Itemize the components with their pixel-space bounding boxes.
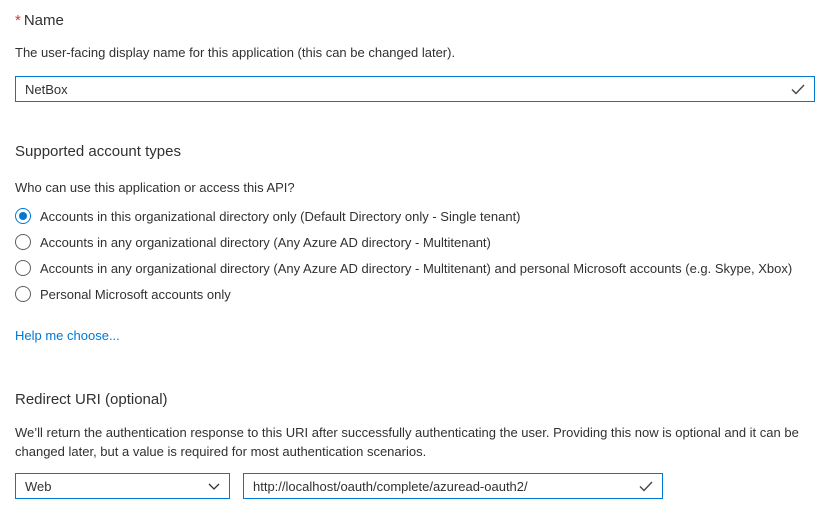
radio-button-multitenant[interactable] (15, 234, 31, 250)
account-types-heading: Supported account types (15, 143, 181, 160)
radio-option-multitenant-personal[interactable] (15, 260, 815, 276)
account-types-radio-group (15, 208, 815, 302)
redirect-uri-heading: Redirect URI (optional) (15, 391, 168, 408)
radio-option-label: Personal Microsoft accounts only (40, 286, 231, 302)
name-label-text: Name (23, 12, 64, 29)
chevron-down-icon (208, 483, 220, 490)
checkmark-icon (639, 481, 653, 492)
redirect-uri-input-container (243, 473, 663, 499)
required-marker: * (15, 12, 21, 29)
help-me-choose-link[interactable]: Help me choose... (15, 328, 120, 343)
radio-option-label: Accounts in any organizational directory (Any Azure AD directory - Multitenant) and personal Microsoft accounts (e.g. Skype, Xbox) (40, 260, 793, 276)
radio-option-label: Accounts in any organizational directory (Any Azure AD directory - Multitenant) (40, 234, 491, 250)
name-input-container (15, 76, 815, 102)
radio-button-personal-only[interactable] (15, 286, 31, 302)
radio-button-multitenant-personal[interactable] (15, 260, 31, 276)
redirect-uri-controls (15, 473, 815, 499)
name-field-description: The user-facing display name for this application (this can be changed later). (15, 45, 456, 60)
radio-button-single-tenant[interactable] (15, 208, 31, 224)
radio-option-multitenant[interactable] (15, 234, 815, 250)
redirect-uri-description: We’ll return the authentication response to this URI after successfully authenticating the user. Providing this now is optional and it can be changed later, but a value is required for most authentication scenarios. (15, 425, 799, 459)
platform-select[interactable] (15, 473, 230, 499)
name-field-label (15, 13, 815, 29)
radio-option-label: Accounts in this organizational directory only (Default Directory only - Single tenant) (40, 208, 521, 224)
name-input[interactable] (25, 82, 791, 97)
radio-option-single-tenant[interactable] (15, 208, 815, 224)
redirect-uri-input[interactable] (253, 479, 639, 494)
radio-option-personal-only[interactable] (15, 286, 815, 302)
account-types-question: Who can use this application or access this API? (15, 180, 295, 195)
platform-select-value: Web (25, 478, 52, 494)
checkmark-icon (791, 84, 805, 95)
